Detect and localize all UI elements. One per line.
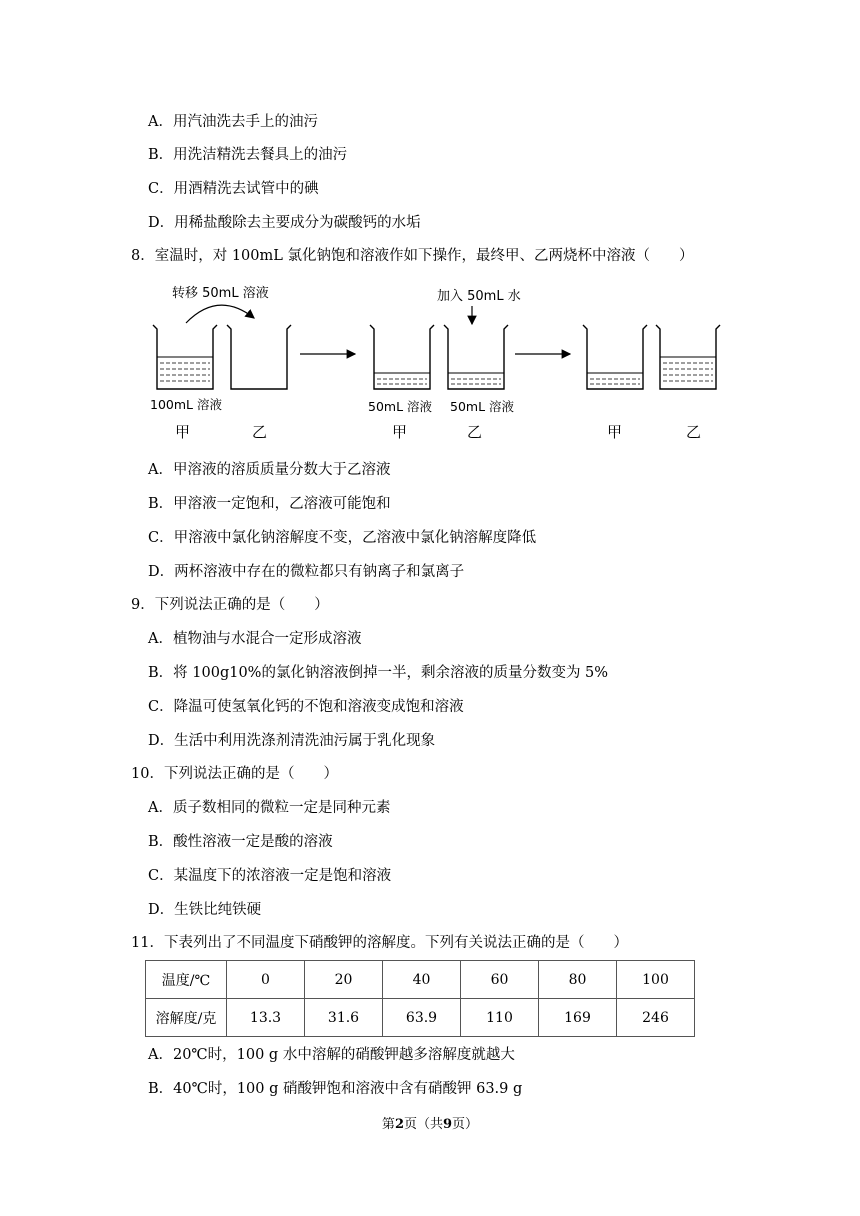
yi-label-1: 乙 [252,423,268,441]
beaker-jia-stage1 [153,325,217,389]
q7-option-b: B．用洗洁精洗去餐具上的油污 [148,147,348,163]
table-row-temperature [146,961,695,999]
table-cell: 0 [227,961,305,999]
q11-stem: 11．下表列出了不同温度下硝酸钾的溶解度。下列有关说法正确的是（ ） [131,935,628,951]
q8-option-b: B．甲溶液一定饱和，乙溶液可能饱和 [148,496,391,512]
q9-stem: 9．下列说法正确的是（ ） [131,597,329,613]
transfer-label: 转移 50mL 溶液 [172,286,269,301]
table-cell: 110 [461,999,539,1037]
yi-label-2: 乙 [467,423,483,441]
footer-suffix: 页） [452,1117,479,1132]
table-row-solubility [146,999,695,1037]
table-cell: 63.9 [383,999,461,1037]
beaker-jia-stage3 [583,325,647,389]
label-50ml-jia: 50mL 溶液 [368,399,433,414]
beaker-jia-stage2 [370,325,434,389]
q9-option-c: C．降温可使氢氧化钙的不饱和溶液变成饱和溶液 [148,699,464,715]
q9-option-a: A．植物油与水混合一定形成溶液 [148,631,362,647]
table-cell: 温度/℃ [146,961,227,999]
q8-option-c: C．甲溶液中氯化钠溶解度不变，乙溶液中氯化钠溶解度降低 [148,530,537,546]
q11-option-a: A．20℃时，100 g 水中溶解的硝酸钾越多溶解度就越大 [148,1047,515,1063]
jia-label-1: 甲 [175,423,191,441]
q8-option-a: A．甲溶液的溶质质量分数大于乙溶液 [148,462,391,478]
beaker-yi-stage1 [227,325,291,389]
jia-label-3: 甲 [607,423,623,441]
solubility-table [145,960,695,1037]
table-cell: 246 [617,999,695,1037]
table-cell: 60 [461,961,539,999]
footer-page-number: 2 [394,1117,404,1132]
q10-option-a: A．质子数相同的微粒一定是同种元素 [148,800,391,816]
footer-mid: 页（共 [403,1117,443,1132]
table-cell: 40 [383,961,461,999]
beaker-yi-stage2 [444,325,508,389]
table-cell: 80 [539,961,617,999]
transfer-arrow [186,305,254,323]
table-cell: 溶解度/克 [146,999,227,1037]
table-cell: 13.3 [227,999,305,1037]
table-cell: 100 [617,961,695,999]
table-cell: 20 [305,961,383,999]
q10-option-c: C．某温度下的浓溶液一定是饱和溶液 [148,868,392,884]
beaker-yi-stage3 [656,325,720,389]
q8-stem: 8．室温时，对 100mL 氯化钠饱和溶液作如下操作，最终甲、乙两烧杯中溶液（ ） [131,248,694,264]
q7-option-d: D．用稀盐酸除去主要成分为碳酸钙的水垢 [148,215,421,231]
q9-option-b: B．将 100g10%的氯化钠溶液倒掉一半，剩余溶液的质量分数变为 5% [148,665,609,681]
table-cell: 169 [539,999,617,1037]
q10-option-d: D．生铁比纯铁硬 [148,902,262,918]
q9-option-d: D．生活中利用洗涤剂清洗油污属于乳化现象 [148,733,436,749]
q10-option-b: B．酸性溶液一定是酸的溶液 [148,834,333,850]
footer-prefix: 第 [381,1117,395,1132]
label-50ml-yi: 50mL 溶液 [450,399,515,414]
beaker-diagram [0,278,860,448]
page-footer [0,1113,860,1132]
q10-stem: 10．下列说法正确的是（ ） [131,766,338,782]
yi-label-3: 乙 [686,423,702,441]
q7-option-a: A．用汽油洗去手上的油污 [148,114,318,130]
table-cell: 31.6 [305,999,383,1037]
jia-label-2: 甲 [392,423,408,441]
q7-option-c: C．用酒精洗去试管中的碘 [148,181,319,197]
add-water-label: 加入 50mL 水 [437,289,521,304]
footer-total-pages: 9 [443,1117,453,1132]
label-100ml: 100mL 溶液 [150,397,222,412]
q8-option-d: D．两杯溶液中存在的微粒都只有钠离子和氯离子 [148,564,465,580]
q11-option-b: B．40℃时，100 g 硝酸钾饱和溶液中含有硝酸钾 63.9 g [148,1081,523,1097]
